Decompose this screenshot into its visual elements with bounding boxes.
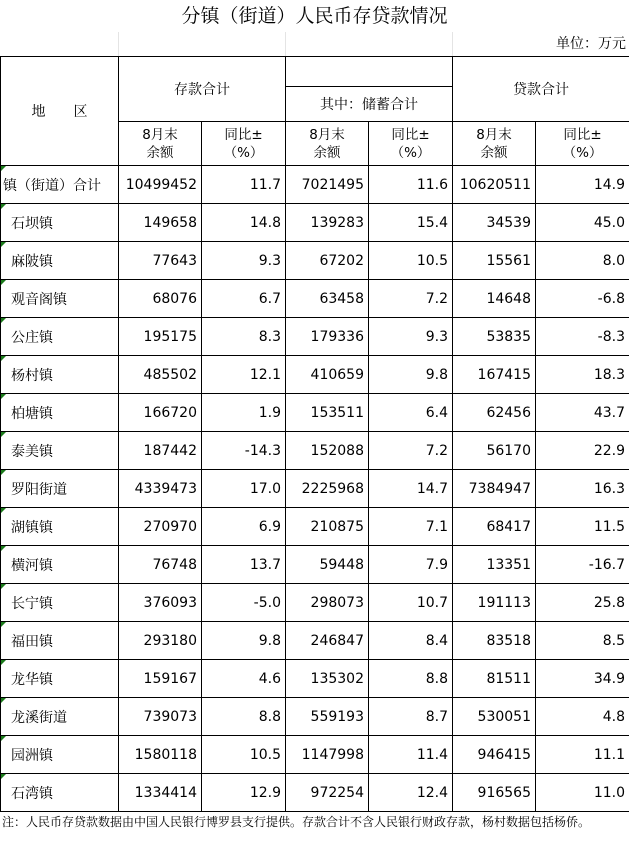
region-name: 罗阳街道 bbox=[1, 470, 119, 508]
savings-balance-cell: 2225968 bbox=[286, 470, 369, 508]
region-name: 镇（街道）合计 bbox=[1, 166, 119, 204]
deposit-yoy-cell: 12.9 bbox=[202, 774, 286, 812]
savings-balance-cell: 246847 bbox=[286, 622, 369, 660]
deposit-yoy-cell: -14.3 bbox=[202, 432, 286, 470]
deposit-balance-cell: 293180 bbox=[119, 622, 202, 660]
header-savings: 其中：储蓄合计 bbox=[286, 87, 453, 122]
savings-yoy-cell: 11.4 bbox=[369, 736, 453, 774]
loan-balance-cell: 946415 bbox=[453, 736, 536, 774]
deposit-balance-cell: 159167 bbox=[119, 660, 202, 698]
deposit-balance-cell: 1334414 bbox=[119, 774, 202, 812]
savings-yoy-cell: 7.2 bbox=[369, 432, 453, 470]
savings-yoy-cell: 8.7 bbox=[369, 698, 453, 736]
deposit-balance-cell: 4339473 bbox=[119, 470, 202, 508]
deposit-balance-cell: 1580118 bbox=[119, 736, 202, 774]
region-name: 园洲镇 bbox=[1, 736, 119, 774]
header-deposit-total: 存款合计 bbox=[119, 57, 286, 122]
region-name: 龙华镇 bbox=[1, 660, 119, 698]
deposit-yoy-cell: 9.3 bbox=[202, 242, 286, 280]
loan-balance-cell: 81511 bbox=[453, 660, 536, 698]
unit-row bbox=[0, 32, 629, 56]
loan-yoy-cell: 11.0 bbox=[536, 774, 629, 812]
savings-balance-cell: 135302 bbox=[286, 660, 369, 698]
loan-yoy-cell: 11.5 bbox=[536, 508, 629, 546]
table-row bbox=[1, 698, 629, 736]
table-row bbox=[1, 166, 629, 204]
header-yoy: 同比±（%） bbox=[202, 122, 286, 166]
header-yoy: 同比±（%） bbox=[369, 122, 453, 166]
savings-balance-cell: 152088 bbox=[286, 432, 369, 470]
loan-balance-cell: 15561 bbox=[453, 242, 536, 280]
savings-balance-cell: 67202 bbox=[286, 242, 369, 280]
savings-yoy-cell: 7.9 bbox=[369, 546, 453, 584]
savings-balance-cell: 1147998 bbox=[286, 736, 369, 774]
footnote: 注：人民币存贷款数据由中国人民银行博罗县支行提供。存款合计不含人民银行财政存款，杨村数据包括杨侨。 bbox=[2, 815, 591, 829]
loan-balance-cell: 62456 bbox=[453, 394, 536, 432]
region-name: 麻陂镇 bbox=[1, 242, 119, 280]
header-loan-total: 贷款合计 bbox=[453, 57, 629, 122]
loan-balance-cell: 53835 bbox=[453, 318, 536, 356]
loan-yoy-cell: 43.7 bbox=[536, 394, 629, 432]
region-name: 柏塘镇 bbox=[1, 394, 119, 432]
deposit-yoy-cell: 1.9 bbox=[202, 394, 286, 432]
region-name: 杨村镇 bbox=[1, 356, 119, 394]
header-balance: 8月末余额 bbox=[119, 122, 202, 166]
savings-balance-cell: 210875 bbox=[286, 508, 369, 546]
loan-yoy-cell: 8.5 bbox=[536, 622, 629, 660]
table-row bbox=[1, 584, 629, 622]
table-row bbox=[1, 660, 629, 698]
region-name: 石湾镇 bbox=[1, 774, 119, 812]
loan-yoy-cell: -16.7 bbox=[536, 546, 629, 584]
loan-yoy-cell: 45.0 bbox=[536, 204, 629, 242]
deposit-balance-cell: 77643 bbox=[119, 242, 202, 280]
savings-yoy-cell: 11.6 bbox=[369, 166, 453, 204]
loan-balance-cell: 916565 bbox=[453, 774, 536, 812]
savings-yoy-cell: 12.4 bbox=[369, 774, 453, 812]
loan-yoy-cell: 14.9 bbox=[536, 166, 629, 204]
deposit-yoy-cell: 12.1 bbox=[202, 356, 286, 394]
savings-yoy-cell: 8.4 bbox=[369, 622, 453, 660]
region-name: 石坝镇 bbox=[1, 204, 119, 242]
deposit-balance-cell: 68076 bbox=[119, 280, 202, 318]
deposit-balance-cell: 187442 bbox=[119, 432, 202, 470]
table-row bbox=[1, 394, 629, 432]
loan-yoy-cell: -6.8 bbox=[536, 280, 629, 318]
region-name: 湖镇镇 bbox=[1, 508, 119, 546]
table-row bbox=[1, 432, 629, 470]
header-blank bbox=[286, 57, 453, 87]
loan-balance-cell: 167415 bbox=[453, 356, 536, 394]
loan-balance-cell: 68417 bbox=[453, 508, 536, 546]
loan-balance-cell: 34539 bbox=[453, 204, 536, 242]
savings-balance-cell: 559193 bbox=[286, 698, 369, 736]
deposit-yoy-cell: 8.3 bbox=[202, 318, 286, 356]
region-name: 龙溪街道 bbox=[1, 698, 119, 736]
savings-balance-cell: 179336 bbox=[286, 318, 369, 356]
table-row bbox=[1, 736, 629, 774]
table-title: 分镇（街道）人民币存贷款情况 bbox=[181, 5, 448, 27]
table-row bbox=[1, 546, 629, 584]
table-row bbox=[1, 318, 629, 356]
deposit-yoy-cell: 17.0 bbox=[202, 470, 286, 508]
deposit-balance-cell: 270970 bbox=[119, 508, 202, 546]
table-row bbox=[1, 280, 629, 318]
savings-balance-cell: 410659 bbox=[286, 356, 369, 394]
savings-yoy-cell: 6.4 bbox=[369, 394, 453, 432]
deposit-balance-cell: 195175 bbox=[119, 318, 202, 356]
grid-line bbox=[0, 32, 119, 56]
data-table bbox=[0, 56, 629, 812]
deposit-yoy-cell: 8.8 bbox=[202, 698, 286, 736]
deposit-yoy-cell: 13.7 bbox=[202, 546, 286, 584]
region-name: 观音阁镇 bbox=[1, 280, 119, 318]
region-name: 横河镇 bbox=[1, 546, 119, 584]
savings-balance-cell: 153511 bbox=[286, 394, 369, 432]
savings-yoy-cell: 10.7 bbox=[369, 584, 453, 622]
table-row bbox=[1, 356, 629, 394]
deposit-yoy-cell: 14.8 bbox=[202, 204, 286, 242]
deposit-yoy-cell: 6.9 bbox=[202, 508, 286, 546]
deposit-balance-cell: 10499452 bbox=[119, 166, 202, 204]
savings-balance-cell: 139283 bbox=[286, 204, 369, 242]
loan-yoy-cell: 11.1 bbox=[536, 736, 629, 774]
deposit-yoy-cell: 6.7 bbox=[202, 280, 286, 318]
savings-yoy-cell: 9.8 bbox=[369, 356, 453, 394]
deposit-balance-cell: 76748 bbox=[119, 546, 202, 584]
unit-label: 单位：万元 bbox=[556, 36, 626, 52]
deposit-balance-cell: 166720 bbox=[119, 394, 202, 432]
loan-balance-cell: 191113 bbox=[453, 584, 536, 622]
savings-yoy-cell: 8.8 bbox=[369, 660, 453, 698]
loan-balance-cell: 7384947 bbox=[453, 470, 536, 508]
loan-yoy-cell: 16.3 bbox=[536, 470, 629, 508]
savings-balance-cell: 59448 bbox=[286, 546, 369, 584]
deposit-yoy-cell: 4.6 bbox=[202, 660, 286, 698]
table-row bbox=[1, 242, 629, 280]
table-row bbox=[1, 204, 629, 242]
savings-balance-cell: 7021495 bbox=[286, 166, 369, 204]
savings-yoy-cell: 15.4 bbox=[369, 204, 453, 242]
deposit-yoy-cell: -5.0 bbox=[202, 584, 286, 622]
loan-yoy-cell: 22.9 bbox=[536, 432, 629, 470]
loan-balance-cell: 530051 bbox=[453, 698, 536, 736]
loan-yoy-cell: 4.8 bbox=[536, 698, 629, 736]
header-balance: 8月末余额 bbox=[453, 122, 536, 166]
grid-line bbox=[118, 32, 286, 56]
table-row bbox=[1, 508, 629, 546]
savings-balance-cell: 63458 bbox=[286, 280, 369, 318]
loan-balance-cell: 13351 bbox=[453, 546, 536, 584]
table-row bbox=[1, 470, 629, 508]
loan-yoy-cell: 18.3 bbox=[536, 356, 629, 394]
loan-yoy-cell: -8.3 bbox=[536, 318, 629, 356]
savings-yoy-cell: 14.7 bbox=[369, 470, 453, 508]
savings-yoy-cell: 7.2 bbox=[369, 280, 453, 318]
table-row bbox=[1, 622, 629, 660]
loan-balance-cell: 14648 bbox=[453, 280, 536, 318]
savings-balance-cell: 972254 bbox=[286, 774, 369, 812]
loan-yoy-cell: 25.8 bbox=[536, 584, 629, 622]
deposit-yoy-cell: 11.7 bbox=[202, 166, 286, 204]
header-region: 地 区 bbox=[1, 57, 119, 166]
header-balance: 8月末余额 bbox=[286, 122, 369, 166]
savings-yoy-cell: 7.1 bbox=[369, 508, 453, 546]
loan-balance-cell: 10620511 bbox=[453, 166, 536, 204]
region-name: 长宁镇 bbox=[1, 584, 119, 622]
loan-yoy-cell: 8.0 bbox=[536, 242, 629, 280]
savings-yoy-cell: 9.3 bbox=[369, 318, 453, 356]
deposit-balance-cell: 149658 bbox=[119, 204, 202, 242]
header-yoy: 同比±（%） bbox=[536, 122, 629, 166]
deposit-yoy-cell: 9.8 bbox=[202, 622, 286, 660]
deposit-balance-cell: 739073 bbox=[119, 698, 202, 736]
region-name: 泰美镇 bbox=[1, 432, 119, 470]
grid-line bbox=[285, 32, 453, 56]
deposit-balance-cell: 485502 bbox=[119, 356, 202, 394]
savings-yoy-cell: 10.5 bbox=[369, 242, 453, 280]
table-row bbox=[1, 774, 629, 812]
loan-yoy-cell: 34.9 bbox=[536, 660, 629, 698]
loan-balance-cell: 83518 bbox=[453, 622, 536, 660]
deposit-yoy-cell: 10.5 bbox=[202, 736, 286, 774]
deposit-balance-cell: 376093 bbox=[119, 584, 202, 622]
region-name: 福田镇 bbox=[1, 622, 119, 660]
savings-balance-cell: 298073 bbox=[286, 584, 369, 622]
region-name: 公庄镇 bbox=[1, 318, 119, 356]
loan-balance-cell: 56170 bbox=[453, 432, 536, 470]
